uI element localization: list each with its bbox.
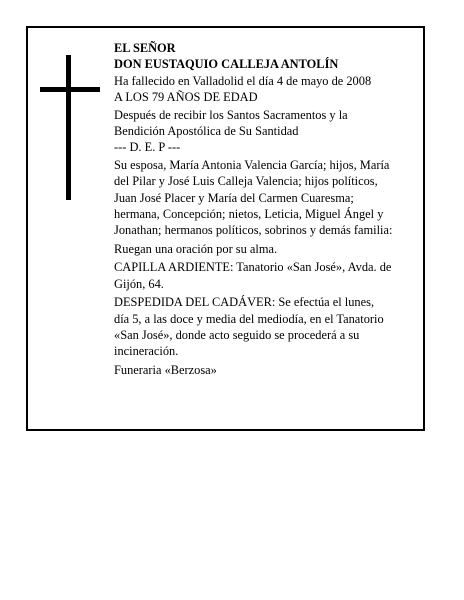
farewell-line: DESPEDIDA DEL CADÁVER: Se efectúa el lunes, [114,295,375,310]
cross-icon [40,55,100,200]
prayer-request: Ruegan una oración por su alma. [114,241,278,256]
chapel-paragraph [114,259,424,292]
family-line: Jonathan; hermanos políticos, sobrinos y demás familia: [114,223,393,238]
notice-title: EL SEÑOR [114,41,176,55]
family-line: hermana, Concepción; nietos, Leticia, Miguel Ángel y [114,207,384,222]
obituary-notice [26,26,425,431]
farewell-line: incineración. [114,344,179,359]
cross-horizontal-bar [40,87,100,92]
death-statement: Ha fallecido en Valladolid el día 4 de mayo de 2008 [114,73,372,88]
farewell-line: día 5, a las doce y media del mediodía, en el Tanatorio [114,311,384,326]
sacraments-line: Después de recibir los Santos Sacramentos y la [114,107,348,122]
family-line: del Pilar y José Luis Calleja Valencia; hijos políticos, [114,174,378,189]
sacraments-line: Bendición Apostólica de Su Santidad [114,124,299,139]
age-statement: A LOS 79 AÑOS DE EDAD [114,90,258,105]
notice-text [114,40,424,378]
family-line: Juan José Placer y María del Carmen Cuaresma; [114,190,354,205]
sacraments-paragraph [114,107,424,140]
farewell-paragraph [114,294,424,360]
farewell-line: «San José», donde acto seguido se procederá a su [114,327,360,342]
chapel-line: CAPILLA ARDIENTE: Tanatorio «San José», Avda. de [114,260,392,275]
family-line: Su esposa, María Antonia Valencia García; hijos, María [114,157,390,172]
cross-vertical-bar [66,55,71,200]
chapel-line: Gijón, 64. [114,276,164,291]
deceased-name: DON EUSTAQUIO CALLEJA ANTOLÍN [114,57,339,72]
family-paragraph [114,157,424,239]
rip-line: --- D. E. P --- [114,140,181,155]
funeral-home: Funeraria «Berzosa» [114,362,217,377]
